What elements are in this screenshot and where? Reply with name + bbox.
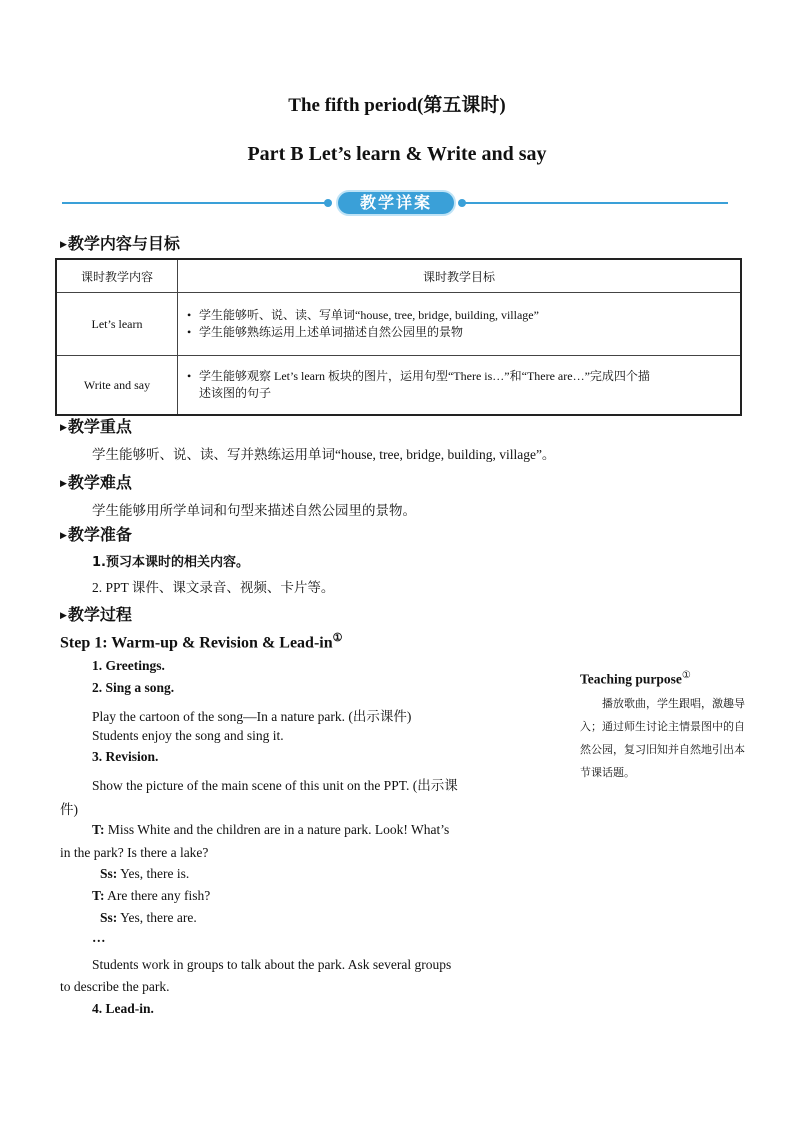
difficulties-text: 学生能够用所学单词和句型来描述自然公园里的景物。 [92,503,416,518]
lesson-subtitle: Part B Let’s learn & Write and say [247,143,547,165]
heading-key-points: ▶教学重点 [60,417,132,436]
col-header-goals: 课时教学目标 [178,259,742,293]
revision-line-1: Show the picture of the main scene of this unit on the PPT. (出示课 [92,778,458,793]
greetings: 1. Greetings. [92,658,165,673]
dialog-teacher-1: T: Miss White and the children are in a nature park. Look! What’s [92,822,450,837]
triangle-icon: ▶ [60,479,67,489]
heading-content-goals: ▶教学内容与目标 [60,234,180,253]
row-label: Let’s learn [56,293,178,356]
sing-line-1: Play the cartoon of the song—In a nature park. (出示课件) [92,709,412,724]
ellipsis: … [92,930,106,945]
heading-preparation: ▶教学准备 [60,525,132,544]
table-row [56,293,741,356]
teaching-purpose-title: Teaching purpose① [580,670,691,687]
col-header-content: 课时教学内容 [56,259,178,293]
group-line-2: to describe the park. [60,979,170,994]
teaching-purpose-body: 播放歌曲，学生跟唱，激趣导入；通过师生讨论主情景图中的自然公园，复习旧知并自然地引出本节课话题。 [580,696,745,779]
dialog-teacher-1-cont: in the park? Is there a lake? [60,845,209,860]
sing-song: 2. Sing a song. [92,680,175,695]
lead-in: 4. Lead-in. [92,1001,154,1016]
key-points-text: 学生能够听、说、读、写并熟练运用单词“house, tree, bridge, building, village”。 [92,447,556,462]
banner-dot-left [324,199,332,207]
heading-process: ▶教学过程 [60,605,132,624]
row-goals: • 学生能够听、说、读、写单词“house, tree, bridge, building, village” • 学生能够熟练运用上述单词描述自然公园里的景物 [178,293,742,356]
table-row [56,356,741,416]
revision-line-2: 件) [60,802,78,817]
dialog-teacher-2: T: Are there any fish? [92,888,211,903]
table-header-row [56,259,741,293]
triangle-icon: ▶ [60,240,67,250]
dialog-students-2: Ss: Yes, there are. [100,910,197,925]
lesson-title: The fifth period(第五课时) [288,95,506,116]
banner-line-right [462,202,728,204]
teaching-purpose-note [580,670,750,784]
goals-table [55,258,742,416]
triangle-icon: ▶ [60,531,67,541]
triangle-icon: ▶ [60,611,67,621]
row-label: Write and say [56,356,178,416]
group-line-1: Students work in groups to talk about the park. Ask several groups [92,957,452,972]
preparation-item-1: 1.预习本课时的相关内容。 [92,555,249,570]
step1-title: Step 1: Warm-up & Revision & Lead-in① [60,632,343,652]
section-banner [62,190,728,218]
revision: 3. Revision. [92,749,159,764]
banner-label: 教学详案 [336,190,456,216]
sing-line-2: Students enjoy the song and sing it. [92,728,284,743]
heading-difficulties: ▶教学难点 [60,473,132,492]
preparation-item-2: 2. PPT 课件、课文录音、视频、卡片等。 [92,580,335,595]
dialog-students-1: Ss: Yes, there is. [100,866,190,881]
triangle-icon: ▶ [60,423,67,433]
banner-line-left [62,202,328,204]
row-goals: • 学生能够观察 Let’s learn 板块的图片，运用句型“There is…”和“There are…”完成四个描 述该图的句子 [178,356,742,416]
